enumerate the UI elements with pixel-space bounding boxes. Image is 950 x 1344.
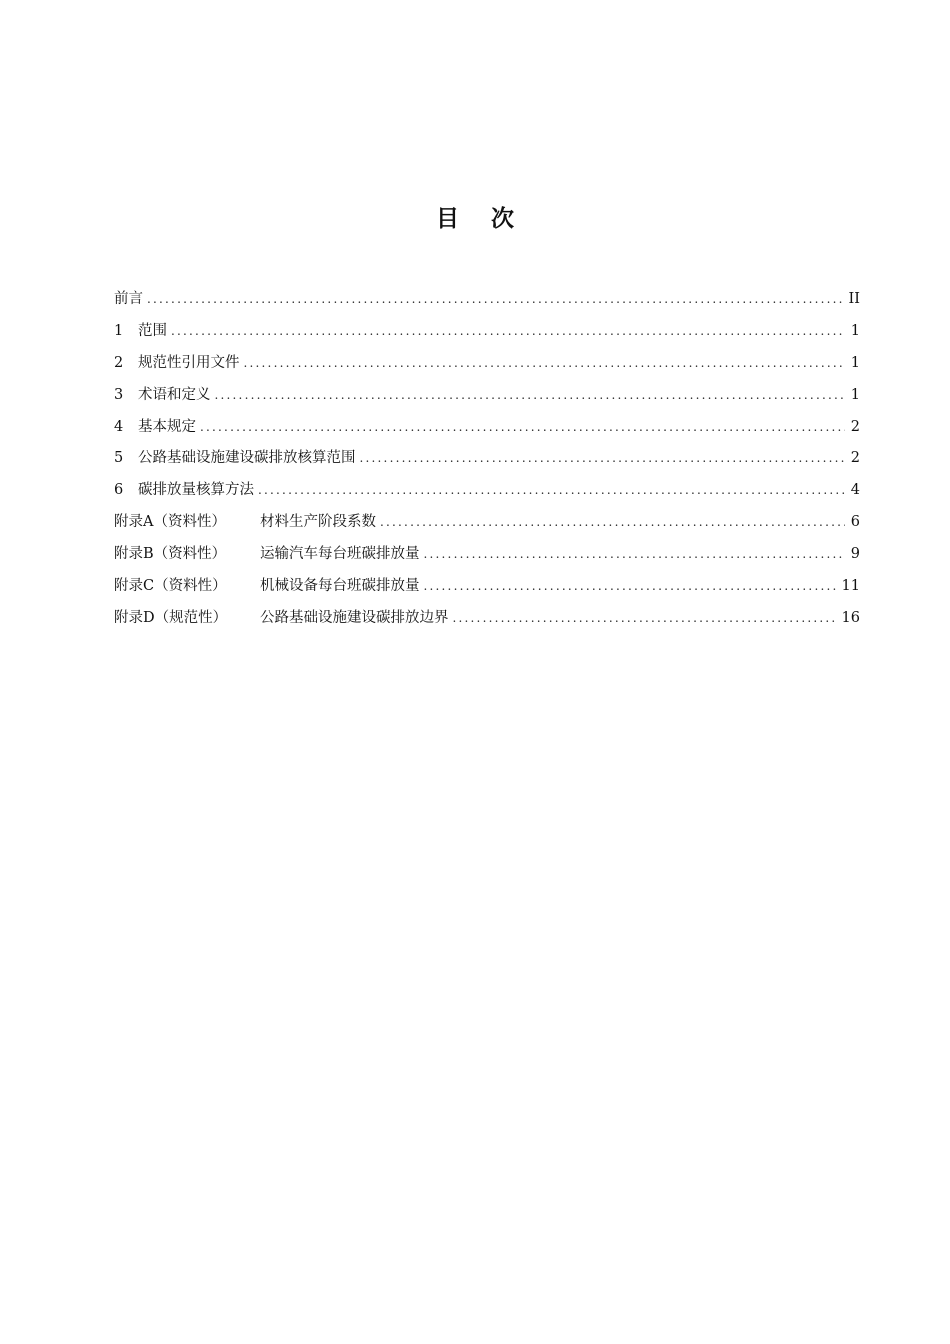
toc-appendix-prefix: 附录A（资料性） bbox=[114, 514, 226, 531]
toc-entry-preface[interactable] bbox=[114, 284, 860, 316]
toc-appendix-prefix: 附录C（资料性） bbox=[114, 578, 227, 595]
toc-leader-dots bbox=[171, 316, 845, 348]
toc-entry-normative-references[interactable] bbox=[114, 348, 860, 380]
toc-entry-page: 2 bbox=[850, 418, 860, 435]
toc-leader-dots bbox=[424, 571, 836, 603]
toc-appendix-prefix: 附录B（资料性） bbox=[114, 546, 227, 563]
toc-entry-appendix-c[interactable] bbox=[114, 571, 860, 603]
toc-entry-scope[interactable] bbox=[114, 316, 860, 348]
toc-entry-label: 公路基础设施建设碳排放核算范围 bbox=[138, 450, 356, 467]
toc-entry-label: 材料生产阶段系数 bbox=[260, 514, 376, 531]
page-title: 目 次 bbox=[435, 206, 515, 232]
toc-leader-dots bbox=[200, 412, 845, 444]
toc-entry-appendix-b[interactable] bbox=[114, 539, 860, 571]
toc-entry-label: 碳排放量核算方法 bbox=[138, 482, 254, 499]
toc-leader-dots bbox=[424, 539, 845, 571]
toc-leader-dots bbox=[360, 443, 845, 475]
toc-entry-page: 4 bbox=[850, 482, 860, 499]
toc-entry-appendix-d[interactable] bbox=[114, 603, 860, 635]
toc-leader-dots bbox=[147, 284, 843, 316]
toc-leader-dots bbox=[453, 603, 836, 635]
toc-entry-page: 11 bbox=[841, 578, 860, 595]
toc-entry-page: 1 bbox=[850, 354, 860, 371]
toc-entry-label: 公路基础设施建设碳排放边界 bbox=[260, 609, 449, 626]
toc-entry-page: 1 bbox=[850, 322, 860, 339]
toc-entry-accounting-scope[interactable] bbox=[114, 443, 860, 475]
toc-entry-label: 术语和定义 bbox=[138, 386, 211, 403]
toc-entry-label: 机械设备每台班碳排放量 bbox=[260, 578, 420, 595]
toc-entry-number: 3 bbox=[114, 386, 124, 403]
table-of-contents bbox=[114, 284, 860, 635]
toc-entry-number: 1 bbox=[114, 322, 124, 339]
toc-appendix-prefix: 附录D（规范性） bbox=[114, 609, 228, 626]
toc-entry-label: 运输汽车每台班碳排放量 bbox=[260, 546, 420, 563]
toc-entry-label: 基本规定 bbox=[138, 418, 196, 435]
toc-entry-basic-provisions[interactable] bbox=[114, 412, 860, 444]
toc-leader-dots bbox=[380, 507, 845, 539]
toc-leader-dots bbox=[258, 475, 845, 507]
toc-entry-page: 1 bbox=[850, 386, 860, 403]
toc-entry-page: 6 bbox=[850, 514, 860, 531]
toc-entry-page: II bbox=[848, 291, 860, 307]
toc-entry-accounting-method[interactable] bbox=[114, 475, 860, 507]
toc-entry-number: 5 bbox=[114, 450, 124, 467]
toc-entry-page: 9 bbox=[850, 546, 860, 563]
toc-leader-dots bbox=[244, 348, 845, 380]
toc-entry-number: 6 bbox=[114, 482, 124, 499]
toc-leader-dots bbox=[215, 380, 845, 412]
toc-entry-label: 前言 bbox=[114, 291, 143, 307]
toc-entry-appendix-a[interactable] bbox=[114, 507, 860, 539]
toc-entry-page: 2 bbox=[850, 450, 860, 467]
toc-entry-label: 范围 bbox=[138, 322, 167, 339]
toc-entry-label: 规范性引用文件 bbox=[138, 354, 240, 371]
toc-entry-number: 4 bbox=[114, 418, 124, 435]
toc-entry-terms-definitions[interactable] bbox=[114, 380, 860, 412]
toc-entry-page: 16 bbox=[841, 609, 860, 626]
toc-entry-number: 2 bbox=[114, 354, 124, 371]
